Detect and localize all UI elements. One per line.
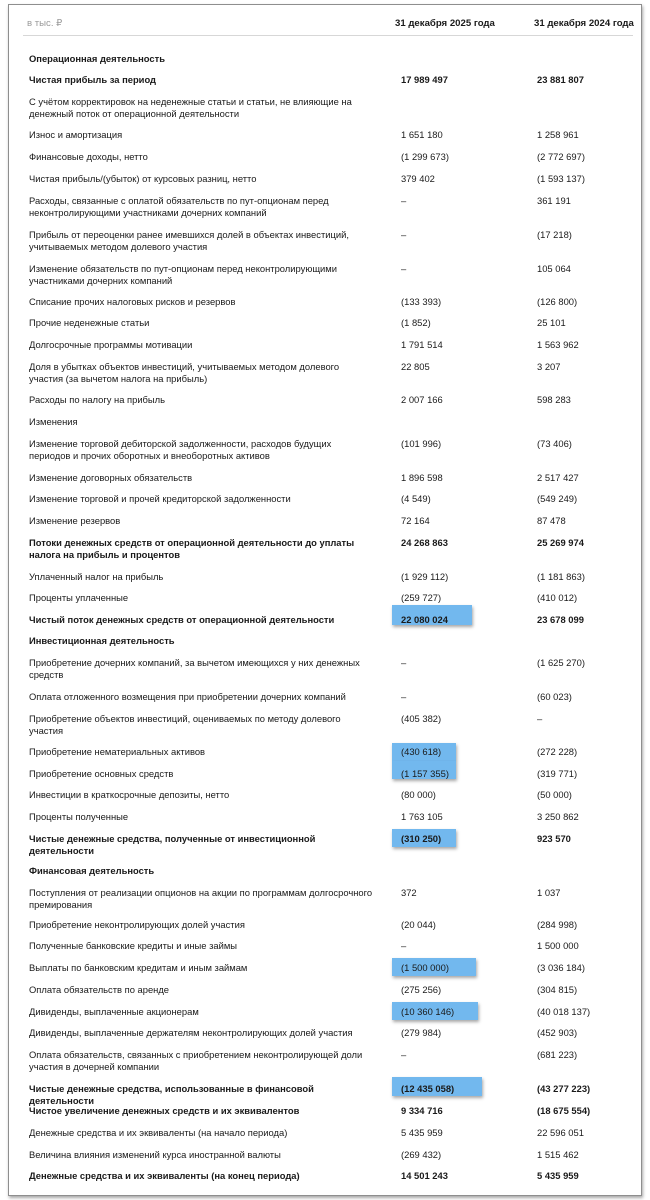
value-2024: 3 250 862	[537, 811, 579, 822]
value-2025: –	[401, 229, 407, 240]
row-label: Доля в убытках объектов инвестиций, учитываемых методом долевого участия (за вычетом налога на прибыль)	[29, 361, 340, 385]
row-label: Инвестиционная деятельность	[29, 635, 175, 646]
row-label: Приобретение основных средств	[29, 768, 174, 779]
row-label: Чистое увеличение денежных средств и их эквивалентов	[29, 1105, 300, 1116]
column-header-2024: 31 декабря 2024 года	[534, 18, 634, 29]
value-2025: –	[401, 1049, 407, 1060]
value-2024: 25 101	[537, 317, 566, 328]
value-2025: 5 435 959	[401, 1127, 443, 1138]
value-2024: 2 517 427	[537, 472, 579, 483]
row-label: Изменения	[29, 416, 78, 427]
value-2025: 72 164	[401, 515, 430, 526]
row-label: Приобретение дочерних компаний, за вычетом имеющихся у них денежных средств	[29, 657, 360, 681]
value-2024: (452 903)	[537, 1027, 578, 1038]
value-2024: 5 435 959	[537, 1170, 579, 1181]
value-2025: 1 791 514	[401, 339, 443, 350]
value-2025: (1 500 000)	[401, 962, 449, 973]
value-2025: (310 250)	[401, 833, 442, 844]
row-label: Расходы по налогу на прибыль	[29, 394, 166, 405]
row-label: Прибыль от переоценки ранее имевшихся долей в объектах инвестиций, учитываемых методом долевого участия	[29, 229, 349, 253]
value-2024: (3 036 184)	[537, 962, 585, 973]
value-2025: (1 157 355)	[401, 768, 449, 779]
value-2024: (284 998)	[537, 919, 578, 930]
value-2024: 105 064	[537, 263, 571, 274]
value-2024: (410 012)	[537, 592, 578, 603]
column-header-2025: 31 декабря 2025 года	[395, 18, 495, 29]
value-2024: 1 037	[537, 887, 561, 898]
row-label: Оплата отложенного возмещения при приобретении дочерних компаний	[29, 691, 346, 702]
value-2024: 1 515 462	[537, 1149, 579, 1160]
value-2024: (40 018 137)	[537, 1006, 591, 1017]
value-2025: 1 896 598	[401, 472, 443, 483]
value-2025: 1 651 180	[401, 129, 443, 140]
value-2025: 22 080 024	[401, 614, 448, 625]
row-label: Инвестиции в краткосрочные депозиты, нетто	[29, 789, 230, 800]
row-label: Приобретение неконтролирующих долей участия	[29, 919, 245, 930]
row-label: Списание прочих налоговых рисков и резервов	[29, 296, 236, 307]
value-2024: (304 815)	[537, 984, 578, 995]
row-label: Чистые денежные средства, полученные от инвестиционной деятельности	[29, 833, 316, 857]
value-2024: 87 478	[537, 515, 566, 526]
row-label: С учётом корректировок на неденежные статьи и статьи, не влияющие на денежный поток от операционной деятельности	[29, 96, 352, 120]
value-2024: (73 406)	[537, 438, 572, 449]
row-label: Потоки денежных средств от операционной деятельности до уплаты налога на прибыль и процентов	[29, 537, 355, 561]
value-2025: 2 007 166	[401, 394, 443, 405]
value-2024: 598 283	[537, 394, 571, 405]
value-2025: 379 402	[401, 173, 435, 184]
value-2024: 1 258 961	[537, 129, 579, 140]
row-label: Финансовые доходы, нетто	[29, 151, 148, 162]
row-label: Расходы, связанные с оплатой обязательств по пут-опционам перед неконтролирующими участниками дочерних компаний	[29, 195, 329, 219]
value-2024: (126 800)	[537, 296, 578, 307]
value-2025: (275 256)	[401, 984, 442, 995]
row-label: Изменение обязательств по пут-опционам перед неконтролирующими участниками дочерних компаний	[29, 263, 337, 287]
value-2025: (269 432)	[401, 1149, 442, 1160]
value-2025: (133 393)	[401, 296, 442, 307]
value-2024: 1 563 962	[537, 339, 579, 350]
value-2025: (1 852)	[401, 317, 431, 328]
value-2024: 23 881 807	[537, 74, 584, 85]
header-divider	[23, 35, 633, 36]
value-2024: (681 223)	[537, 1049, 578, 1060]
value-2024: 361 191	[537, 195, 571, 206]
row-label: Приобретение объектов инвестиций, оцениваемых по методу долевого участия	[29, 713, 341, 737]
value-2025: 22 805	[401, 361, 430, 372]
value-2025: (1 299 673)	[401, 151, 449, 162]
row-label: Изменение торговой и прочей кредиторской задолженности	[29, 493, 291, 504]
row-label: Финансовая деятельность	[29, 865, 155, 876]
cash-flow-statement	[8, 4, 642, 1196]
row-label: Чистый поток денежных средств от операционной деятельности	[29, 614, 335, 625]
value-2024: (1 181 863)	[537, 571, 585, 582]
value-2024: (50 000)	[537, 789, 572, 800]
value-2025: 24 268 863	[401, 537, 448, 548]
value-2025: 1 763 105	[401, 811, 443, 822]
value-2025: (259 727)	[401, 592, 442, 603]
row-label: Чистая прибыль/(убыток) от курсовых разниц, нетто	[29, 173, 257, 184]
value-2025: (10 360 146)	[401, 1006, 455, 1017]
value-2024: 25 269 974	[537, 537, 584, 548]
row-label: Денежные средства и их эквиваленты (на конец периода)	[29, 1170, 300, 1181]
value-2025: –	[401, 195, 407, 206]
row-label: Чистая прибыль за период	[29, 74, 156, 85]
value-2024: (1 625 270)	[537, 657, 585, 668]
row-label: Приобретение нематериальных активов	[29, 746, 206, 757]
value-2024: 22 596 051	[537, 1127, 584, 1138]
value-2025: (279 984)	[401, 1027, 442, 1038]
unit-label: в тыс. ₽	[27, 18, 63, 29]
row-label: Выплаты по банковским кредитам и иным займам	[29, 962, 248, 973]
row-label: Денежные средства и их эквиваленты (на начало периода)	[29, 1127, 288, 1138]
value-2025: 9 334 716	[401, 1105, 443, 1116]
row-label: Прочие неденежные статьи	[29, 317, 150, 328]
row-label: Оплата обязательств, связанных с приобретением неконтролирующей доли участия в дочерней компании	[29, 1049, 363, 1073]
row-label: Долгосрочные программы мотивации	[29, 339, 193, 350]
row-label: Дивиденды, выплаченные акционерам	[29, 1006, 199, 1017]
value-2025: –	[401, 940, 407, 951]
value-2025: (405 382)	[401, 713, 442, 724]
value-2025: 17 989 497	[401, 74, 448, 85]
value-2025: (4 549)	[401, 493, 431, 504]
value-2024: 3 207	[537, 361, 561, 372]
value-2024: 23 678 099	[537, 614, 584, 625]
value-2025: –	[401, 263, 407, 274]
row-label: Изменение договорных обязательств	[29, 472, 193, 483]
row-label: Оплата обязательств по аренде	[29, 984, 170, 995]
row-label: Дивиденды, выплаченные держателям неконтролирующих долей участия	[29, 1027, 353, 1038]
value-2025: 14 501 243	[401, 1170, 448, 1181]
value-2024: (319 771)	[537, 768, 578, 779]
value-2025: (430 618)	[401, 746, 442, 757]
value-2024: (60 023)	[537, 691, 572, 702]
row-label: Операционная деятельность	[29, 53, 165, 64]
value-2024: 923 570	[537, 833, 571, 844]
value-2024: (272 228)	[537, 746, 578, 757]
value-2024: (18 675 554)	[537, 1105, 591, 1116]
row-label: Чистые денежные средства, использованные в финансовой деятельности	[29, 1083, 314, 1107]
value-2025: (12 435 058)	[401, 1083, 455, 1094]
row-label: Уплаченный налог на прибыль	[29, 571, 164, 582]
value-2024: 1 500 000	[537, 940, 579, 951]
value-2025: (1 929 112)	[401, 571, 449, 582]
row-label: Величина влияния изменений курса иностранной валюты	[29, 1149, 281, 1160]
value-2025: (20 044)	[401, 919, 436, 930]
row-label: Износ и амортизация	[29, 129, 123, 140]
value-2024: (549 249)	[537, 493, 578, 504]
value-2024: (17 218)	[537, 229, 572, 240]
row-label: Проценты уплаченные	[29, 592, 129, 603]
value-2024: (2 772 697)	[537, 151, 585, 162]
row-label: Изменение торговой дебиторской задолженности, расходов будущих периодов и прочих оборотных и внеоборотных активов	[29, 438, 332, 462]
row-label: Полученные банковские кредиты и иные займы	[29, 940, 238, 951]
value-2025: –	[401, 691, 407, 702]
row-label: Проценты полученные	[29, 811, 129, 822]
value-2024: (1 593 137)	[537, 173, 585, 184]
value-2025: 372	[401, 887, 417, 898]
value-2024: –	[537, 713, 543, 724]
row-label: Изменение резервов	[29, 515, 121, 526]
value-2025: (80 000)	[401, 789, 436, 800]
table-header	[9, 15, 641, 35]
value-2024: (43 277 223)	[537, 1083, 591, 1094]
value-2025: (101 996)	[401, 438, 442, 449]
row-label: Поступления от реализации опционов на акции по программам долгосрочного премирования	[29, 887, 373, 911]
value-2025: –	[401, 657, 407, 668]
